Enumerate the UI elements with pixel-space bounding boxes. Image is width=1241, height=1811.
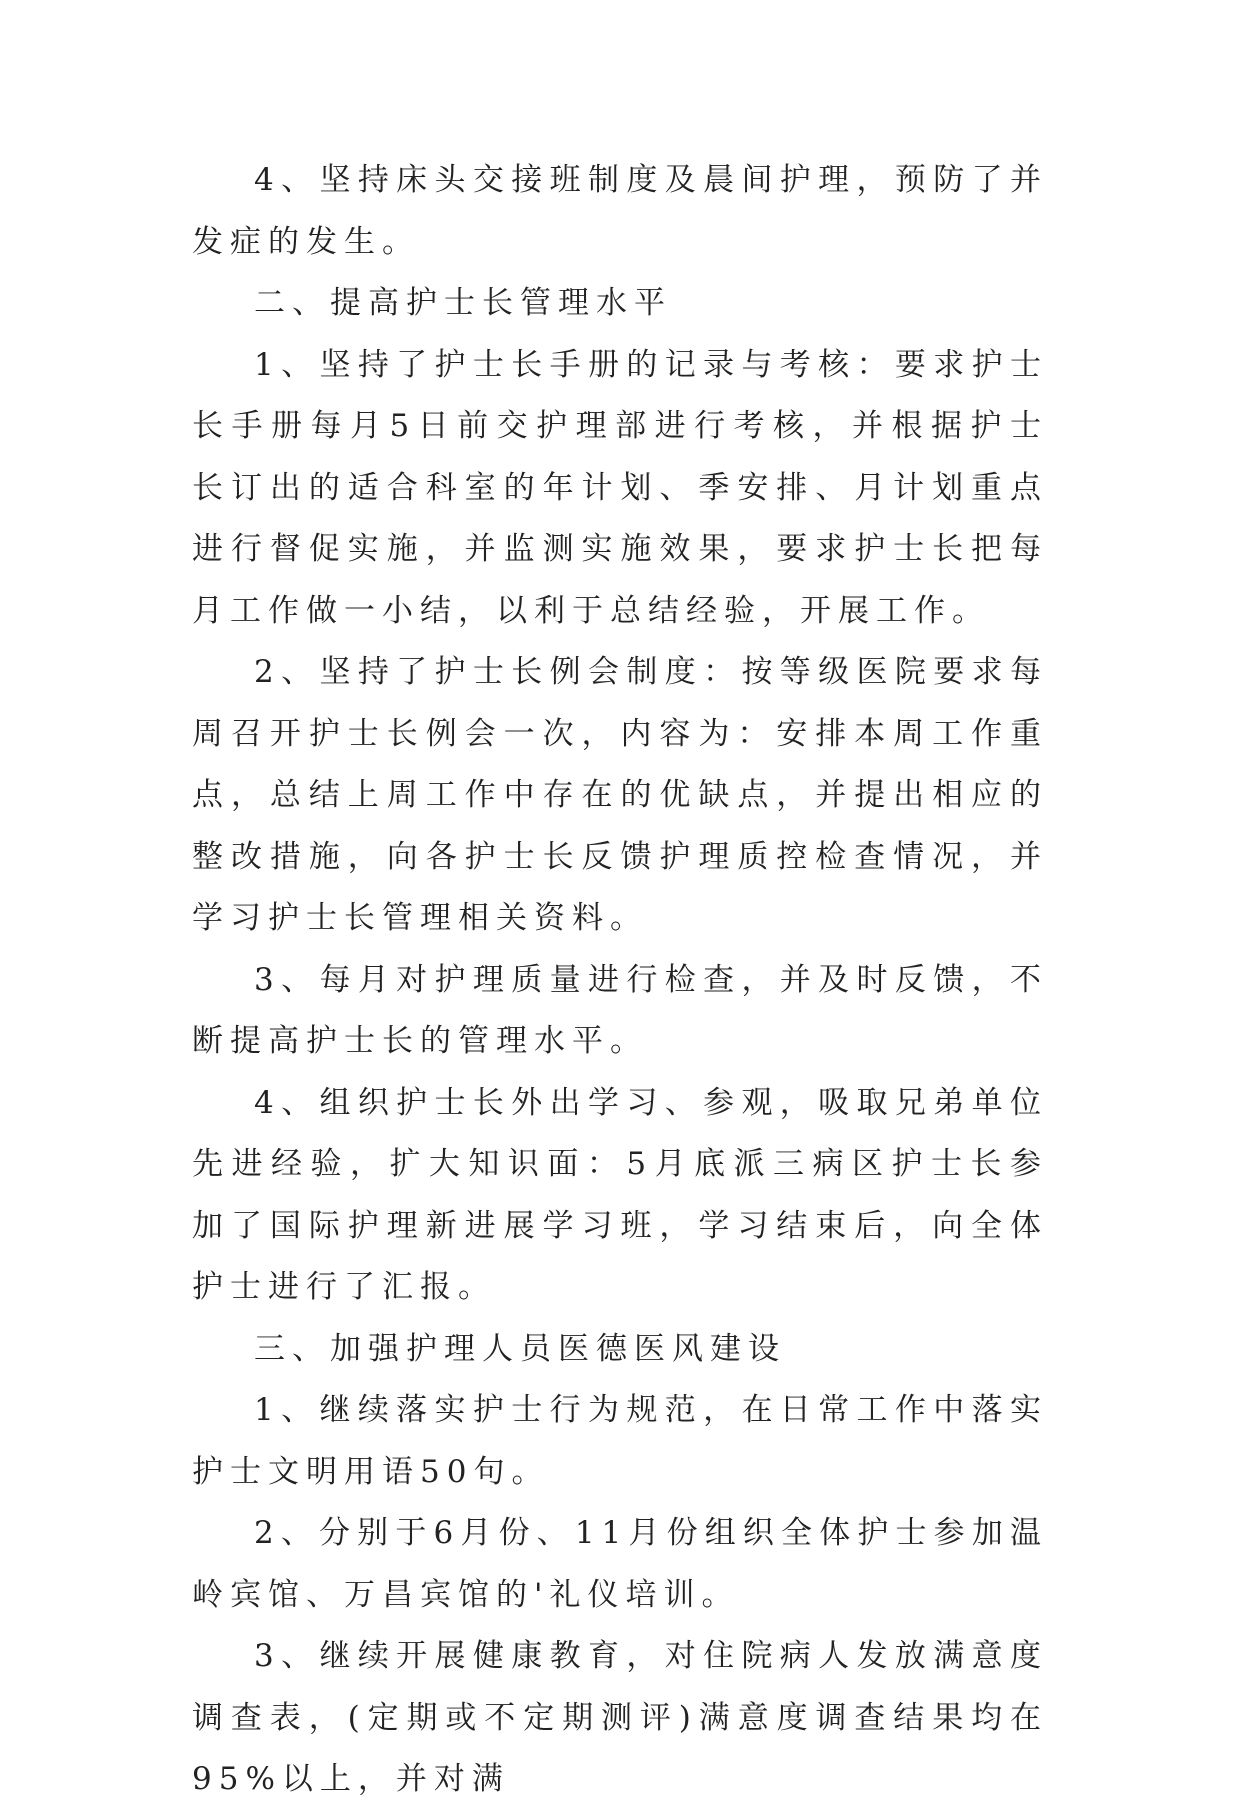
paragraph-behavior-standards: 1、继续落实护士行为规范，在日常工作中落实护士文明用语50句。 [192,1392,1048,1490]
paragraph-head-nurse-handbook: 1、坚持了护士长手册的记录与考核：要求护士长手册每月5日前交护理部进行考核，并根据护士长订出的适合科室的年计划、季安排、月计划重点进行督促实施，并监测实施效果，要求护士长把每月工作做一小结，以利于总结经验，开展工作。 [192,346,1048,629]
paragraph-external-study: 4、组织护士长外出学习、参观，吸取兄弟单位先进经验，扩大知识面：5月底派三病区护士长参加了国际护理新进展学习班，学习结束后，向全体护士进行了汇报。 [192,1084,1048,1305]
paragraph-bedside-handover: 4、坚持床头交接班制度及晨间护理，预防了并发症的发生。 [192,162,1048,260]
paragraph-health-education: 3、继续开展健康教育，对住院病人发放满意度调查表，(定期或不定期测评)满意度调查结果均在95%以上，并对满 [192,1638,1048,1797]
section-heading-medical-ethics: 三、加强护理人员医德医风建设 [254,1330,786,1367]
paragraph-etiquette-training: 2、分别于6月份、11月份组织全体护士参加温岭宾馆、万昌宾馆的'礼仪培训。 [192,1515,1048,1613]
section-heading-head-nurse-management: 二、提高护士长管理水平 [254,285,672,321]
paragraph-head-nurse-meeting: 2、坚持了护士长例会制度：按等级医院要求每周召开护士长例会一次，内容为：安排本周工作重点，总结上周工作中存在的优缺点，并提出相应的整改措施，向各护士长反馈护理质控检查情况，并学习护士长管理相关资料。 [192,654,1048,936]
document-body [192,150,1048,1811]
paragraph-monthly-quality-check: 3、每月对护理质量进行检查，并及时反馈，不断提高护士长的管理水平。 [192,961,1048,1059]
